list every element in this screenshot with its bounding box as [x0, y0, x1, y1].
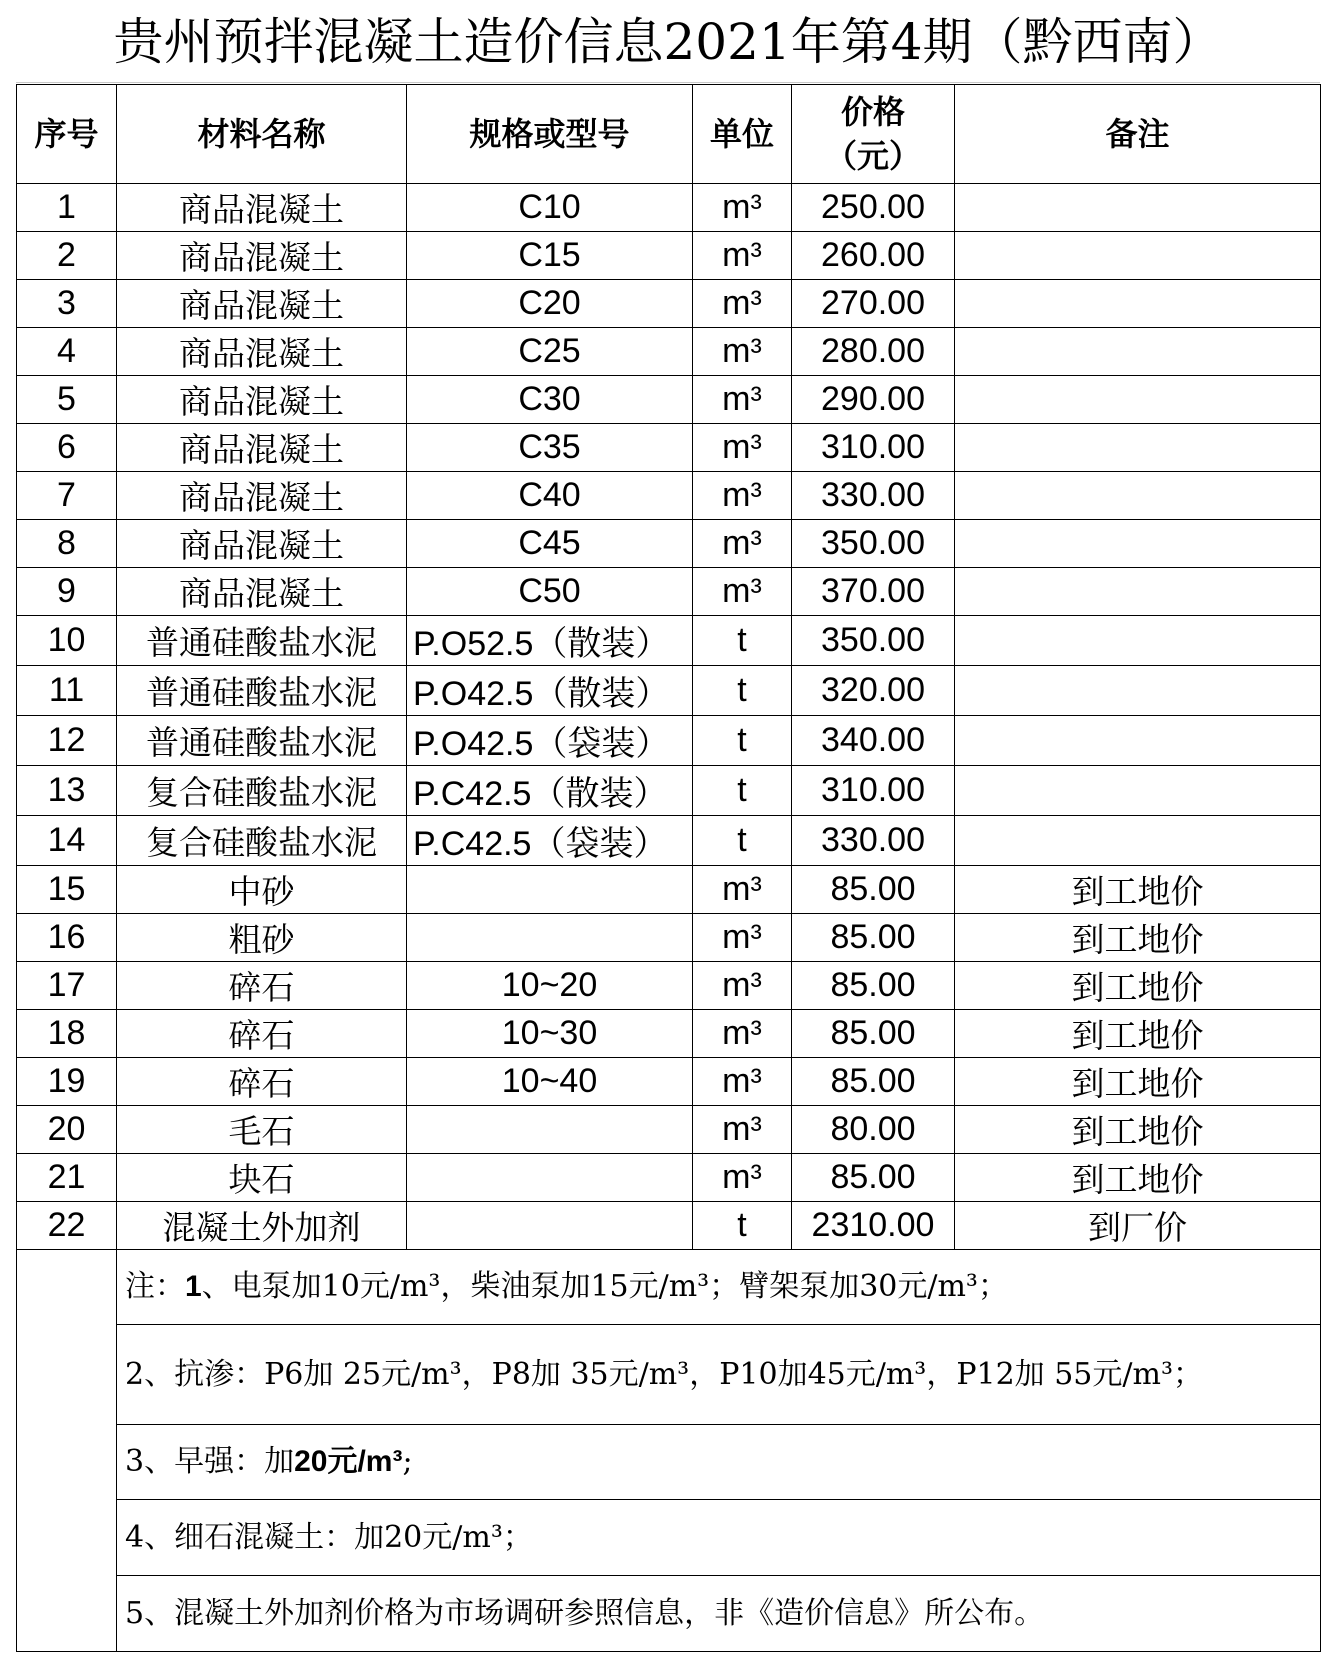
cell-spec: C50	[407, 568, 693, 616]
cell-name: 碎石	[117, 962, 407, 1010]
table-row	[17, 424, 1321, 472]
note-1-number: 1	[185, 1270, 202, 1303]
table-row	[17, 816, 1321, 866]
cell-remark	[955, 520, 1321, 568]
cell-name: 粗砂	[117, 914, 407, 962]
cell-seq: 12	[17, 716, 117, 766]
cell-unit: m³	[693, 280, 792, 328]
cell-spec	[407, 1202, 693, 1250]
note-3-value: 20元/m³	[294, 1445, 403, 1478]
note-row-2	[17, 1325, 1321, 1425]
cell-spec: C40	[407, 472, 693, 520]
cell-name: 复合硅酸盐水泥	[117, 766, 407, 816]
cell-remark: 到厂价	[955, 1202, 1321, 1250]
cell-unit: t	[693, 816, 792, 866]
cell-name: 中砂	[117, 866, 407, 914]
cell-unit: m³	[693, 568, 792, 616]
cell-name: 商品混凝土	[117, 568, 407, 616]
cell-spec	[407, 1154, 693, 1202]
cell-name: 商品混凝土	[117, 520, 407, 568]
cell-seq: 21	[17, 1154, 117, 1202]
table-row	[17, 328, 1321, 376]
note-1-text: 、电泵加10元/m³，柴油泵加15元/m³；臂架泵加30元/m³；	[201, 1269, 1008, 1304]
cell-remark	[955, 616, 1321, 666]
cell-name: 商品混凝土	[117, 376, 407, 424]
cell-spec: C25	[407, 328, 693, 376]
note-blank-cell	[17, 1576, 117, 1652]
note-3-end: ;	[402, 1444, 413, 1479]
cell-remark	[955, 184, 1321, 232]
cell-unit: m³	[693, 472, 792, 520]
table-row	[17, 232, 1321, 280]
table-row	[17, 184, 1321, 232]
note-blank-cell	[17, 1425, 117, 1500]
cell-price: 270.00	[792, 280, 955, 328]
cell-spec: 10~40	[407, 1058, 693, 1106]
cell-remark	[955, 376, 1321, 424]
cell-remark	[955, 766, 1321, 816]
cell-spec: P.C42.5（散装）	[407, 766, 693, 816]
cell-spec: P.O42.5（袋装）	[407, 716, 693, 766]
header-remark: 备注	[955, 85, 1321, 184]
cell-price: 330.00	[792, 816, 955, 866]
note-row-3	[17, 1425, 1321, 1500]
cell-spec	[407, 866, 693, 914]
header-unit: 单位	[693, 85, 792, 184]
cell-remark	[955, 232, 1321, 280]
table-row	[17, 866, 1321, 914]
cell-unit: m³	[693, 520, 792, 568]
cell-seq: 1	[17, 184, 117, 232]
cell-price: 350.00	[792, 520, 955, 568]
cell-unit: m³	[693, 328, 792, 376]
cell-seq: 19	[17, 1058, 117, 1106]
cell-seq: 4	[17, 328, 117, 376]
cell-unit: m³	[693, 184, 792, 232]
cell-seq: 20	[17, 1106, 117, 1154]
cell-spec	[407, 1106, 693, 1154]
table-row	[17, 766, 1321, 816]
cell-price: 260.00	[792, 232, 955, 280]
table-row	[17, 376, 1321, 424]
cell-name: 商品混凝土	[117, 280, 407, 328]
note-5: 5、混凝土外加剂价格为市场调研参照信息，非《造价信息》所公布。	[117, 1576, 1321, 1652]
cell-price: 320.00	[792, 666, 955, 716]
price-table	[16, 84, 1321, 1652]
table-body	[17, 184, 1321, 1652]
cell-name: 商品混凝土	[117, 232, 407, 280]
cell-unit: m³	[693, 1106, 792, 1154]
cell-price: 370.00	[792, 568, 955, 616]
note-4: 4、细石混凝土：加20元/m³；	[117, 1500, 1321, 1576]
cell-price: 280.00	[792, 328, 955, 376]
cell-unit: m³	[693, 914, 792, 962]
cell-name: 普通硅酸盐水泥	[117, 716, 407, 766]
note-row-4	[17, 1500, 1321, 1576]
table-row	[17, 666, 1321, 716]
cell-remark: 到工地价	[955, 1106, 1321, 1154]
cell-name: 商品混凝土	[117, 184, 407, 232]
cell-seq: 10	[17, 616, 117, 666]
note-3	[117, 1425, 1321, 1500]
note-row-1	[17, 1250, 1321, 1325]
cell-remark	[955, 716, 1321, 766]
cell-seq: 9	[17, 568, 117, 616]
table-row	[17, 280, 1321, 328]
cell-seq: 18	[17, 1010, 117, 1058]
page-title: 贵州预拌混凝土造价信息2021年第4期（黔西南）	[113, 13, 1223, 71]
cell-remark	[955, 472, 1321, 520]
cell-price: 85.00	[792, 866, 955, 914]
table-row	[17, 716, 1321, 766]
cell-price: 85.00	[792, 914, 955, 962]
note-blank-cell	[17, 1250, 117, 1325]
cell-remark: 到工地价	[955, 866, 1321, 914]
table-row	[17, 1202, 1321, 1250]
cell-seq: 11	[17, 666, 117, 716]
title-divider	[16, 82, 1320, 83]
cell-seq: 22	[17, 1202, 117, 1250]
table-row	[17, 962, 1321, 1010]
note-2: 2、抗渗：P6加 25元/m³，P8加 35元/m³，P10加45元/m³，P12加 55元/m³；	[117, 1325, 1321, 1425]
table-row	[17, 520, 1321, 568]
cell-seq: 17	[17, 962, 117, 1010]
cell-remark	[955, 666, 1321, 716]
cell-remark	[955, 568, 1321, 616]
header-price	[792, 85, 955, 184]
note-1-prefix: 注：	[125, 1269, 185, 1304]
cell-spec: P.C42.5（袋装）	[407, 816, 693, 866]
cell-spec: 10~20	[407, 962, 693, 1010]
cell-seq: 15	[17, 866, 117, 914]
cell-price: 340.00	[792, 716, 955, 766]
cell-price: 2310.00	[792, 1202, 955, 1250]
cell-price: 85.00	[792, 1058, 955, 1106]
cell-unit: m³	[693, 1058, 792, 1106]
cell-seq: 6	[17, 424, 117, 472]
header-seq: 序号	[17, 85, 117, 184]
cell-spec	[407, 914, 693, 962]
cell-unit: t	[693, 666, 792, 716]
cell-price: 310.00	[792, 424, 955, 472]
cell-seq: 14	[17, 816, 117, 866]
cell-spec: C30	[407, 376, 693, 424]
cell-seq: 5	[17, 376, 117, 424]
cell-price: 310.00	[792, 766, 955, 816]
cell-unit: m³	[693, 1154, 792, 1202]
cell-seq: 8	[17, 520, 117, 568]
cell-unit: m³	[693, 1010, 792, 1058]
cell-price: 85.00	[792, 1010, 955, 1058]
cell-price: 250.00	[792, 184, 955, 232]
table-row	[17, 1154, 1321, 1202]
table-row	[17, 472, 1321, 520]
cell-seq: 7	[17, 472, 117, 520]
cell-spec: C45	[407, 520, 693, 568]
note-1	[117, 1250, 1321, 1325]
cell-name: 普通硅酸盐水泥	[117, 666, 407, 716]
cell-name: 碎石	[117, 1010, 407, 1058]
cell-spec: P.O52.5（散装）	[407, 616, 693, 666]
cell-spec: 10~30	[407, 1010, 693, 1058]
cell-remark: 到工地价	[955, 1154, 1321, 1202]
cell-unit: t	[693, 616, 792, 666]
cell-seq: 3	[17, 280, 117, 328]
table-header-row	[17, 85, 1321, 184]
cell-unit: m³	[693, 232, 792, 280]
cell-remark: 到工地价	[955, 1010, 1321, 1058]
cell-seq: 2	[17, 232, 117, 280]
cell-seq: 13	[17, 766, 117, 816]
cell-name: 混凝土外加剂	[117, 1202, 407, 1250]
note-3-text: 3、早强：加	[125, 1444, 295, 1479]
cell-price: 290.00	[792, 376, 955, 424]
cell-name: 毛石	[117, 1106, 407, 1154]
cell-spec: C20	[407, 280, 693, 328]
cell-price: 85.00	[792, 962, 955, 1010]
table-row	[17, 616, 1321, 666]
cell-price: 330.00	[792, 472, 955, 520]
header-price-line2: （元）	[824, 137, 921, 175]
cell-spec: C15	[407, 232, 693, 280]
cell-name: 块石	[117, 1154, 407, 1202]
cell-spec: C10	[407, 184, 693, 232]
header-price-line1: 价格	[840, 93, 905, 131]
header-name: 材料名称	[117, 85, 407, 184]
header-spec: 规格或型号	[407, 85, 693, 184]
cell-name: 商品混凝土	[117, 472, 407, 520]
cell-unit: t	[693, 1202, 792, 1250]
table-row	[17, 1010, 1321, 1058]
cell-unit: t	[693, 716, 792, 766]
table-row	[17, 568, 1321, 616]
cell-remark: 到工地价	[955, 1058, 1321, 1106]
cell-remark: 到工地价	[955, 962, 1321, 1010]
cell-seq: 16	[17, 914, 117, 962]
cell-price: 85.00	[792, 1154, 955, 1202]
note-blank-cell	[17, 1500, 117, 1576]
cell-name: 碎石	[117, 1058, 407, 1106]
cell-price: 350.00	[792, 616, 955, 666]
table-row	[17, 1058, 1321, 1106]
cell-remark	[955, 328, 1321, 376]
cell-remark: 到工地价	[955, 914, 1321, 962]
cell-name: 商品混凝土	[117, 328, 407, 376]
cell-remark	[955, 280, 1321, 328]
note-blank-cell	[17, 1325, 117, 1425]
cell-price: 80.00	[792, 1106, 955, 1154]
cell-unit: m³	[693, 962, 792, 1010]
table-row	[17, 1106, 1321, 1154]
cell-name: 复合硅酸盐水泥	[117, 816, 407, 866]
cell-remark	[955, 424, 1321, 472]
cell-unit: m³	[693, 424, 792, 472]
table-row	[17, 914, 1321, 962]
cell-name: 商品混凝土	[117, 424, 407, 472]
cell-spec: P.O42.5（散装）	[407, 666, 693, 716]
cell-unit: m³	[693, 866, 792, 914]
cell-name: 普通硅酸盐水泥	[117, 616, 407, 666]
cell-unit: m³	[693, 376, 792, 424]
note-row-5	[17, 1576, 1321, 1652]
cell-spec: C35	[407, 424, 693, 472]
cell-unit: t	[693, 766, 792, 816]
cell-remark	[955, 816, 1321, 866]
